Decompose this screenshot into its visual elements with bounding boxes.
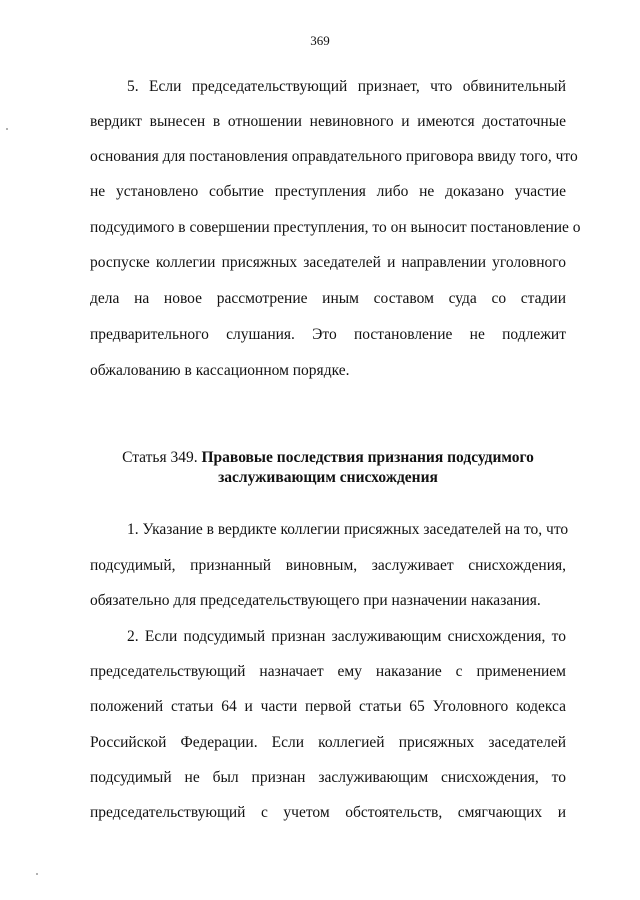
scan-speck [36, 873, 38, 875]
text-line: Российской Федерации. Если коллегией присяжных заседателей [90, 734, 566, 751]
text-line: председательствующий с учетом обстоятельств, смягчающих и [90, 804, 566, 821]
text-line: не установлено событие преступления либо не доказано участие [90, 183, 566, 200]
text-line: 1. Указание в вердикте коллегии присяжных заседателей на то, что [127, 521, 569, 538]
text-line: 5. Если председательствующий признает, что обвинительный [127, 78, 566, 95]
text-line: подсудимого в совершении преступления, то он выносит постановление о [90, 219, 581, 236]
scan-speck [6, 128, 8, 130]
article-title-line1: Правовые последствия признания подсудимого [201, 449, 534, 466]
text-line: предварительного слушания. Это постановление не подлежит [90, 326, 566, 343]
text-line: обжалованию в кассационном порядке. [90, 362, 350, 379]
article-number: Статья 349. [122, 449, 198, 466]
text-line: основания для постановления оправдательного приговора ввиду того, что [90, 148, 578, 165]
text-line: председательствующий назначает ему наказание с применением [90, 663, 566, 680]
text-line: подсудимый не был признан заслуживающим снисхождения, то [90, 769, 566, 786]
text-line: 2. Если подсудимый признан заслуживающим снисхождения, то [127, 628, 566, 645]
text-line: обязательно для председательствующего при назначении наказания. [90, 592, 541, 609]
article-title-line2: заслуживающим снисхождения [218, 469, 438, 486]
article-heading [90, 448, 566, 468]
page-number: 369 [310, 33, 330, 48]
text-line: дела на новое рассмотрение иным составом суда со стадии [90, 290, 566, 307]
text-line: подсудимый, признанный виновным, заслуживает снисхождения, [90, 557, 566, 574]
text-line: положений статьи 64 и части первой статьи 65 Уголовного кодекса [90, 698, 566, 715]
text-line: роспуске коллегии присяжных заседателей и направлении уголовного [90, 254, 566, 271]
text-line: вердикт вынесен в отношении невиновного и имеются достаточные [90, 113, 566, 130]
